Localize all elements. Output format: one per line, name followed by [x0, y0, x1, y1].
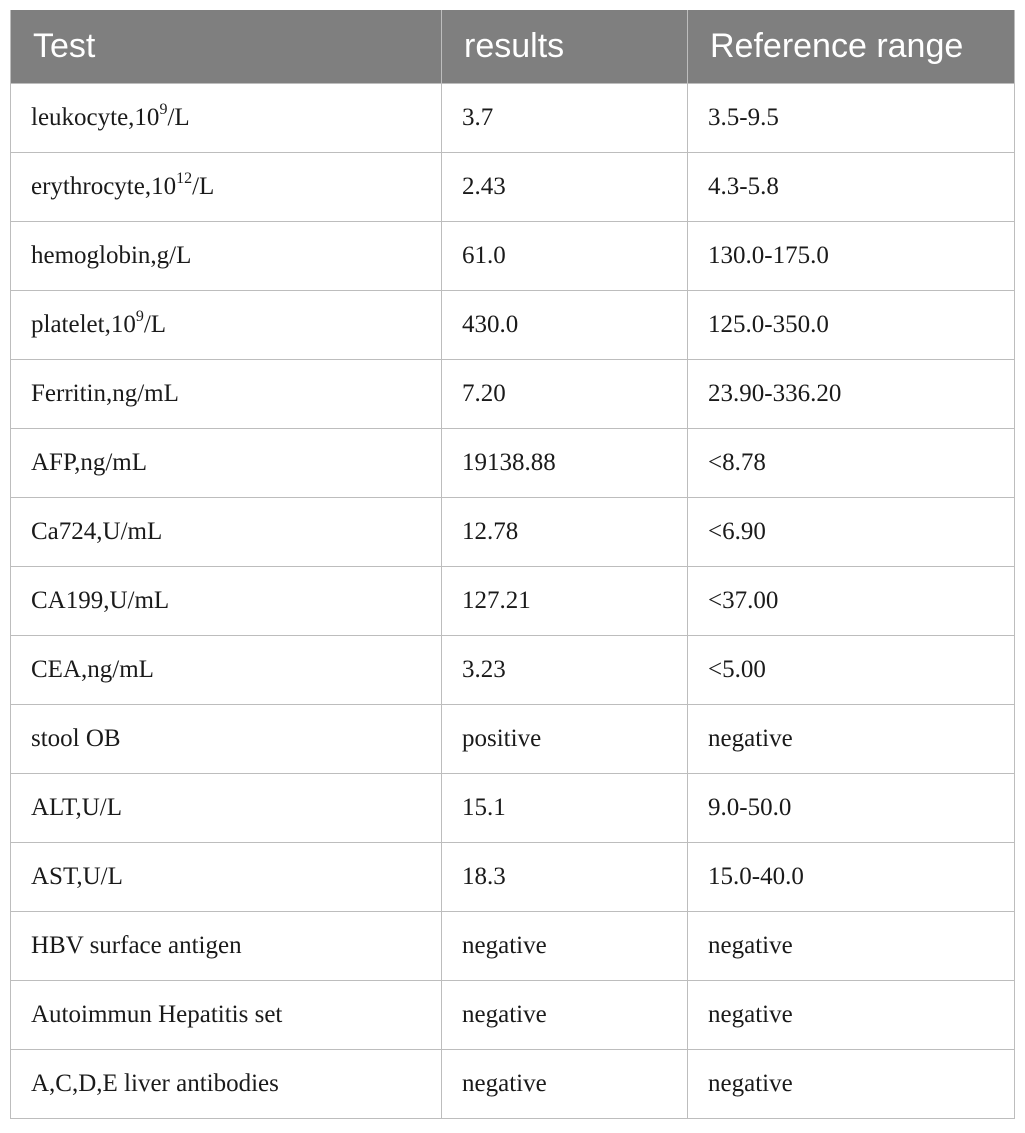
lab-results-table-container — [10, 10, 1014, 1119]
test-name: Ca724,U/mL — [31, 517, 163, 545]
test-name: AST,U/L — [31, 862, 123, 890]
reference-range-cell: <5.00 — [688, 635, 1015, 704]
test-name: CA199,U/mL — [31, 586, 170, 614]
table-row — [11, 980, 1015, 1049]
table-body — [11, 83, 1015, 1118]
result-cell: 430.0 — [442, 290, 688, 359]
reference-range-cell: 23.90-336.20 — [688, 359, 1015, 428]
unit-exponent: 9 — [135, 308, 144, 326]
reference-range-cell: 130.0-175.0 — [688, 221, 1015, 290]
lab-results-table — [10, 10, 1015, 1119]
table-row — [11, 83, 1015, 152]
reference-range-cell: <37.00 — [688, 566, 1015, 635]
result-cell: negative — [442, 911, 688, 980]
test-name-cell — [11, 152, 442, 221]
test-name: stool OB — [31, 724, 121, 752]
table-row — [11, 1049, 1015, 1118]
table-row — [11, 635, 1015, 704]
table-row — [11, 704, 1015, 773]
test-name-cell — [11, 290, 442, 359]
table-row — [11, 359, 1015, 428]
table-row — [11, 497, 1015, 566]
header-reference-range: Reference range — [688, 10, 1015, 83]
reference-range-cell: 3.5-9.5 — [688, 83, 1015, 152]
reference-range-cell: 15.0-40.0 — [688, 842, 1015, 911]
test-name-cell — [11, 911, 442, 980]
test-name: platelet,10 — [31, 310, 136, 338]
table-header — [11, 10, 1015, 83]
result-cell: 3.23 — [442, 635, 688, 704]
test-name-cell — [11, 428, 442, 497]
test-name-cell — [11, 704, 442, 773]
reference-range-cell: <6.90 — [688, 497, 1015, 566]
reference-range-cell: negative — [688, 911, 1015, 980]
result-cell: 7.20 — [442, 359, 688, 428]
test-name: hemoglobin,g/L — [31, 241, 192, 269]
reference-range-cell: 9.0-50.0 — [688, 773, 1015, 842]
test-name-cell — [11, 635, 442, 704]
test-name: HBV surface antigen — [31, 931, 242, 959]
test-name: CEA,ng/mL — [31, 655, 154, 683]
result-cell: 61.0 — [442, 221, 688, 290]
reference-range-cell: 4.3-5.8 — [688, 152, 1015, 221]
test-name-cell — [11, 566, 442, 635]
result-cell: 15.1 — [442, 773, 688, 842]
test-name: A,C,D,E liver antibodies — [31, 1069, 279, 1097]
unit-suffix: /L — [192, 172, 215, 200]
reference-range-cell: negative — [688, 1049, 1015, 1118]
test-name: AFP,ng/mL — [31, 448, 148, 476]
header-test: Test — [11, 10, 442, 83]
header-row — [11, 10, 1015, 83]
result-cell: 127.21 — [442, 566, 688, 635]
reference-range-cell: negative — [688, 980, 1015, 1049]
table-row — [11, 221, 1015, 290]
result-cell: negative — [442, 1049, 688, 1118]
test-name-cell — [11, 773, 442, 842]
test-name-cell — [11, 221, 442, 290]
unit-suffix: /L — [143, 310, 167, 338]
result-cell: 2.43 — [442, 152, 688, 221]
result-cell: 18.3 — [442, 842, 688, 911]
test-name: ALT,U/L — [31, 793, 122, 821]
result-cell: positive — [442, 704, 688, 773]
table-row — [11, 152, 1015, 221]
result-cell: negative — [442, 980, 688, 1049]
test-name-cell — [11, 359, 442, 428]
result-cell: 3.7 — [442, 83, 688, 152]
test-name-cell — [11, 842, 442, 911]
result-cell: 12.78 — [442, 497, 688, 566]
test-name-cell — [11, 497, 442, 566]
test-name: Autoimmun Hepatitis set — [31, 1000, 283, 1028]
test-name-cell — [11, 83, 442, 152]
unit-exponent: 9 — [159, 101, 168, 119]
unit-exponent: 12 — [176, 170, 193, 188]
test-name: Ferritin,ng/mL — [31, 379, 179, 407]
test-name: erythrocyte,10 — [31, 172, 177, 200]
reference-range-cell: <8.78 — [688, 428, 1015, 497]
reference-range-cell: 125.0-350.0 — [688, 290, 1015, 359]
test-name-cell — [11, 980, 442, 1049]
test-name-cell — [11, 1049, 442, 1118]
header-results: results — [442, 10, 688, 83]
table-row — [11, 773, 1015, 842]
reference-range-cell: negative — [688, 704, 1015, 773]
table-row — [11, 566, 1015, 635]
test-name: leukocyte,10 — [31, 103, 160, 131]
unit-suffix: /L — [167, 103, 190, 131]
result-cell: 19138.88 — [442, 428, 688, 497]
table-row — [11, 911, 1015, 980]
table-row — [11, 842, 1015, 911]
table-row — [11, 290, 1015, 359]
table-row — [11, 428, 1015, 497]
